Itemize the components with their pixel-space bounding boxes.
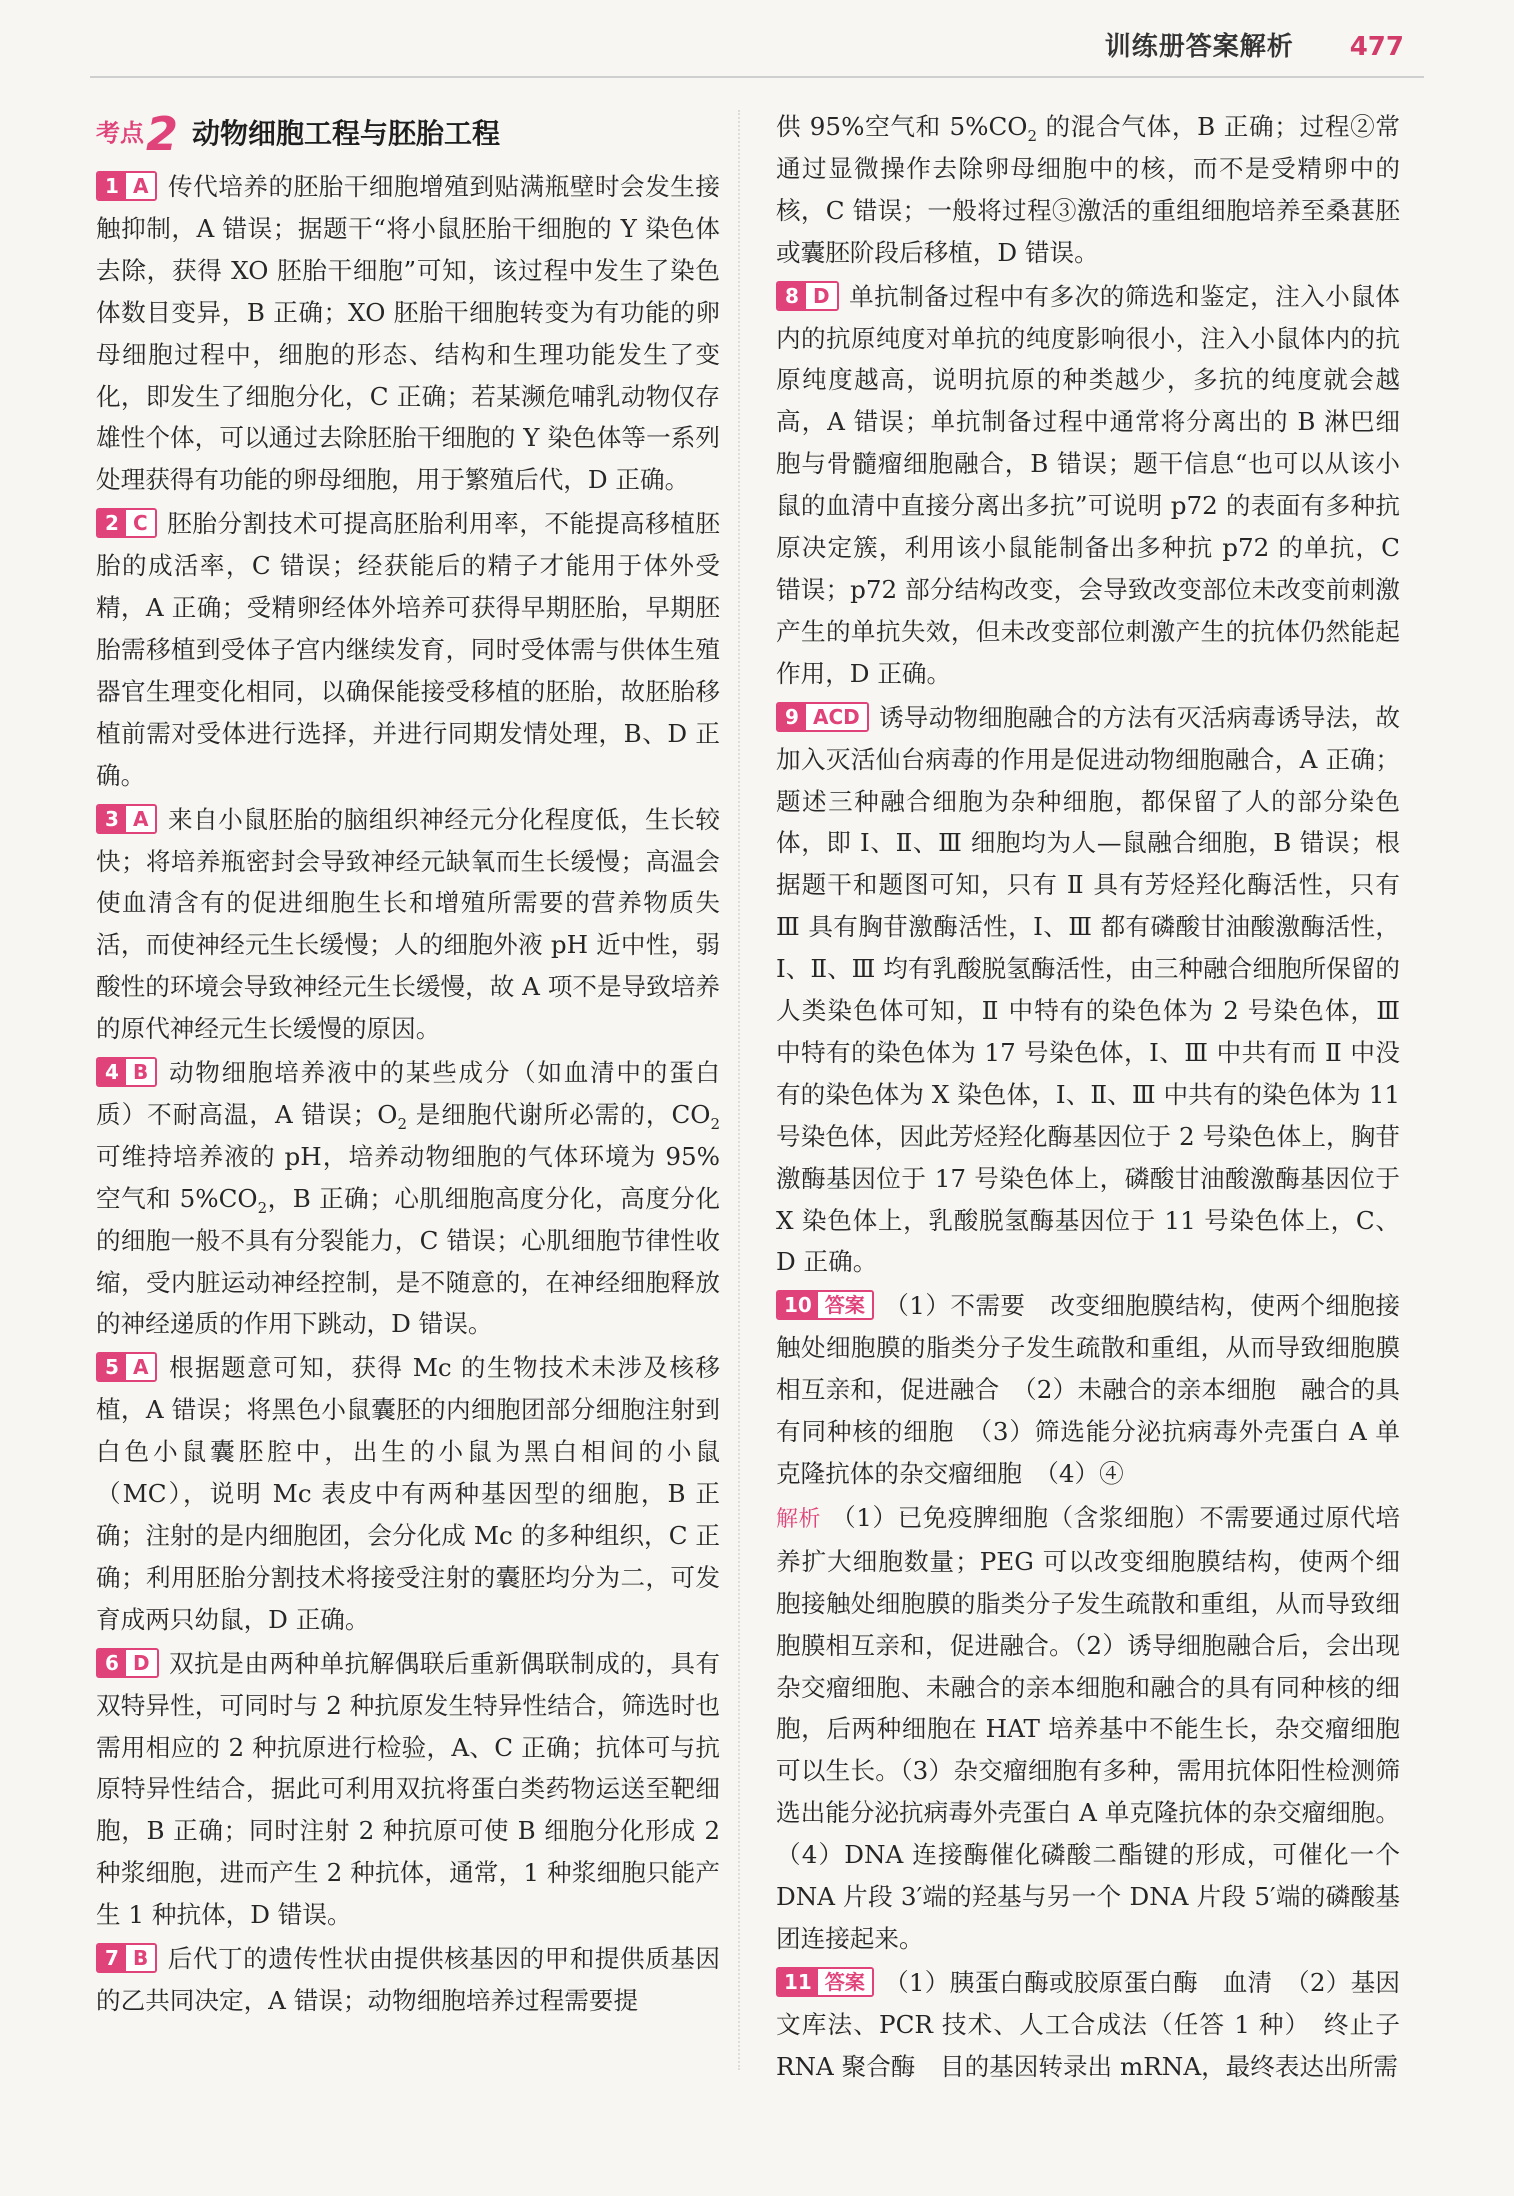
question-badge xyxy=(96,1943,157,1973)
question-badge xyxy=(96,804,157,834)
question-number: 5 xyxy=(98,1354,126,1380)
page-number: 477 xyxy=(1349,32,1404,62)
question-number: 3 xyxy=(98,806,126,832)
answer-text: 双抗是由两种单抗解偶联后重新偶联制成的，具有双特异性，可同时与 2 种抗原发生特异性结合，筛选时也需用相应的 2 种抗原进行检验，A、C 正确；抗体可与抗原特异性结合，据此可利用双抗将蛋白类药物运送至靶细胞，B 正确；同时注射 2 种抗原可使 B 细胞分化形成 2 种浆细胞，进而产生 2 种抗体，通常，1 种浆细胞只能产生 1 种抗体，D 错误。 xyxy=(96,1648,720,1930)
page-header xyxy=(1105,26,1404,63)
question-badge xyxy=(96,1648,159,1678)
answer-item xyxy=(776,1285,1400,1495)
answer-item xyxy=(96,799,720,1050)
right-answer-list xyxy=(776,106,1425,2088)
question-badge xyxy=(96,171,157,201)
answer-item xyxy=(776,106,1400,274)
header-divider xyxy=(90,76,1424,78)
answer-text: 诱导动物细胞融合的方法有灭活病毒诱导法，故加入灭活仙台病毒的作用是促进动物细胞融合，A 正确；题述三种融合细胞为杂种细胞，都保留了人的部分染色体，即 Ⅰ、Ⅱ、Ⅲ 细胞均为人—鼠融合细胞，B 错误；根据题干和题图可知，只有 Ⅱ 具有芳烃羟化酶活性，只有 Ⅲ 具有胸苷激酶活性，Ⅰ、Ⅲ 都有磷酸甘油酸激酶活性，Ⅰ、Ⅱ、Ⅲ 均有乳酸脱氢酶活性，由三种融合细胞所保留的人类染色体可知，Ⅱ 中特有的染色体为 2 号染色体，Ⅲ 中特有的染色体为 17 号染色体，Ⅰ、Ⅲ 中共有而 Ⅱ 中没有的染色体为 X 染色体，Ⅰ、Ⅱ、Ⅲ 中共有的染色体为 11 号染色体，因此芳烃羟化酶基因位于 2 号染色体上，胸苷激酶基因位于 17 号染色体上，磷酸甘油酸激酶基因位于 X 染色体上，乳酸脱氢酶基因位于 11 号染色体上，C、D 正确。 xyxy=(776,702,1400,1277)
left-answer-list xyxy=(96,166,720,2022)
answer-text: 来自小鼠胚胎的脑组织神经元分化程度低，生长较快；将培养瓶密封会导致神经元缺氧而生长缓慢；高温会使血清含有的促进细胞生长和增殖所需要的营养物质失活，而使神经元生长缓慢；人的细胞外液 pH 近中性，弱酸性的环境会导致神经元生长缓慢，故 A 项不是导致培养的原代神经元生长缓慢的原因。 xyxy=(96,804,720,1044)
answer-letter: C xyxy=(126,510,155,536)
answer-text: 单抗制备过程中有多次的筛选和鉴定，注入小鼠体内的抗原纯度对单抗的纯度影响很小，注入小鼠体内的抗原纯度越高，说明抗原的种类越少，多抗的纯度就会越高，A 错误；单抗制备过程中通常将分离出的 B 淋巴细胞与骨髓瘤细胞融合，B 错误；题干信息“也可以从该小鼠的血清中直接分离出多抗”可说明 p72 的表面有多种抗原决定簇，利用该小鼠能制备出多种抗 p72 的单抗，C 错误；p72 部分结构改变，会导致改变部位未改变前刺激产生的单抗失效，但未改变部位刺激产生的抗体仍然能起作用，D 正确。 xyxy=(776,281,1400,688)
answer-letter: 答案 xyxy=(818,1969,872,1995)
question-number: 8 xyxy=(778,283,806,309)
answer-letter: D xyxy=(126,1650,157,1676)
right-column xyxy=(776,106,1425,2090)
section-heading xyxy=(96,106,720,162)
question-number: 2 xyxy=(98,510,126,536)
question-badge xyxy=(96,508,157,538)
answer-item xyxy=(96,166,720,501)
answer-text: （1）胰蛋白酶或胶原蛋白酶 血清 （2）基因文库法、PCR 技术、人工合成法（任答 1 种） 终止子 RNA 聚合酶 目的基因转录出 mRNA，最终表达出所需 xyxy=(776,1967,1425,2081)
answer-text: 供 95%空气和 $5\%CO_2$ 的混合气体，B 正确；过程②常通过显微操作去除卵母细胞中的核，而不是受精卵中的核，C 错误；一般将过程③激活的重组细胞培养至桑葚胚或囊胚阶段后移植，D 错误。 xyxy=(776,112,1400,267)
question-badge xyxy=(776,281,839,311)
answer-letter: A xyxy=(126,806,155,832)
answer-text: 胚胎分割技术可提高胚胎利用率，不能提高移植胚胎的成活率，C 错误；经获能后的精子才能用于体外受精，A 正确；受精卵经体外培养可获得早期胚胎，早期胚胎需移植到受体子宫内继续发育，同时受体需与供体生殖器官生理变化相同，以确保能接受移植的胚胎，故胚胎移植前需对受体进行选择，并进行同期发情处理，B、D 正确。 xyxy=(96,509,720,790)
section-title: 动物细胞工程与胚胎工程 xyxy=(192,117,501,151)
question-number: 6 xyxy=(98,1650,126,1676)
analysis-label: 解析 xyxy=(776,1506,822,1532)
section-number: 2 xyxy=(146,107,179,161)
answer-text: 传代培养的胚胎干细胞增殖到贴满瓶壁时会发生接触抑制，A 错误；据题干“将小鼠胚胎干细胞的 Y 染色体去除，获得 XO 胚胎干细胞”可知，该过程中发生了染色体数目变异，B 正确；XO 胚胎干细胞转变为有功能的卵母细胞过程中，细胞的形态、结构和生理功能发生了变化，即发生了细胞分化，C 正确；若某濒危哺乳动物仅存雄性个体，可以通过去除胚胎干细胞的 Y 染色体等一系列处理获得有功能的卵母细胞，用于繁殖后代，D 正确。 xyxy=(96,172,720,495)
section-prefix: 考点 xyxy=(96,119,144,148)
answer-text: （1）已免疫脾细胞（含浆细胞）不需要通过原代培养扩大细胞数量；PEG 可以改变细胞膜结构，使两个细胞接触处细胞膜的脂类分子发生疏散和重组，从而导致细胞膜相互亲和，促进融合。（2）诱导细胞融合后，会出现杂交瘤细胞、未融合的亲本细胞和融合的具有同种核的细胞，后两种细胞在 HAT 培养基中不能生长，杂交瘤细胞可以生长。（3）杂交瘤细胞有多种，需用抗体阳性检测筛选出能分泌抗病毒外壳蛋白 A 单克隆抗体的杂交瘤细胞。（4）DNA 连接酶催化磷酸二酯键的形成，可催化一个 DNA 片段 3′端的羟基与另一个 DNA 片段 5′端的磷酸基团连接起来。 xyxy=(776,1502,1400,1953)
column-divider xyxy=(738,110,740,2070)
answer-item xyxy=(776,276,1400,695)
answer-text: 后代丁的遗传性状由提供核基因的甲和提供质基因的乙共同决定，A 错误；动物细胞培养过程需要提 xyxy=(96,1944,720,2015)
question-number: 7 xyxy=(98,1945,126,1971)
question-number: 4 xyxy=(98,1059,126,1085)
answer-letter: D xyxy=(806,283,837,309)
question-number: 1 xyxy=(98,173,126,199)
answer-letter: A xyxy=(126,1354,155,1380)
question-number: 11 xyxy=(778,1969,818,1995)
answer-item xyxy=(776,1497,1400,1960)
answer-letter: B xyxy=(126,1059,155,1085)
question-badge xyxy=(776,702,869,732)
answer-item xyxy=(776,697,1400,1284)
answer-text: （1）不需要 改变细胞膜结构，使两个细胞接触处细胞膜的脂类分子发生疏散和重组，从而导致细胞膜相互亲和，促进融合 （2）未融合的亲本细胞 融合的具有同种核的细胞 （3）筛选能分泌抗病毒外壳蛋白 A 单克隆抗体的杂交瘤细胞 （4）④ xyxy=(776,1291,1400,1488)
answer-item xyxy=(96,1347,720,1640)
answer-item xyxy=(96,1052,720,1345)
answer-text: 根据题意可知，获得 Mc 的生物技术未涉及核移植，A 错误；将黑色小鼠囊胚的内细胞团部分细胞注射到白色小鼠囊胚腔中，出生的小鼠为黑白相间的小鼠（MC），说明 Mc 表皮中有两种基因型的细胞，B 正确；注射的是内细胞团，会分化成 Mc 的多种组织，C 正确；利用胚胎分割技术将接受注射的囊胚均分为二，可发育成两只幼鼠，D 正确。 xyxy=(96,1353,720,1634)
answer-text: 动物细胞培养液中的某些成分（如血清中的蛋白质）不耐高温，A 错误；$O_2$ 是细胞代谢所必需的，$CO_2$ 可维持培养液的 pH，培养动物细胞的气体环境为 95% 空气和 $5\%CO_2$，B 正确；心肌细胞高度分化，高度分化的细胞一般不具有分裂能力，C 错误；心肌细胞节律性收缩，受内脏运动神经控制，是不随意的，在神经细胞释放的神经递质的作用下跳动，D 错误。 xyxy=(96,1058,720,1339)
question-number: 10 xyxy=(778,1292,818,1318)
question-number: 9 xyxy=(778,704,806,730)
question-badge xyxy=(776,1967,874,1997)
book-title: 训练册答案解析 xyxy=(1104,32,1294,62)
answer-letter: 答案 xyxy=(818,1292,872,1318)
answer-item xyxy=(96,1643,720,1936)
answer-letter: ACD xyxy=(806,704,867,730)
answer-letter: B xyxy=(126,1945,155,1971)
question-badge xyxy=(776,1290,874,1320)
answer-item xyxy=(96,1938,720,2022)
question-badge xyxy=(96,1352,157,1382)
question-badge xyxy=(96,1057,157,1087)
answer-letter: A xyxy=(126,173,155,199)
left-column xyxy=(96,106,720,2024)
answer-item xyxy=(96,503,720,796)
answer-item xyxy=(776,1962,1425,2088)
